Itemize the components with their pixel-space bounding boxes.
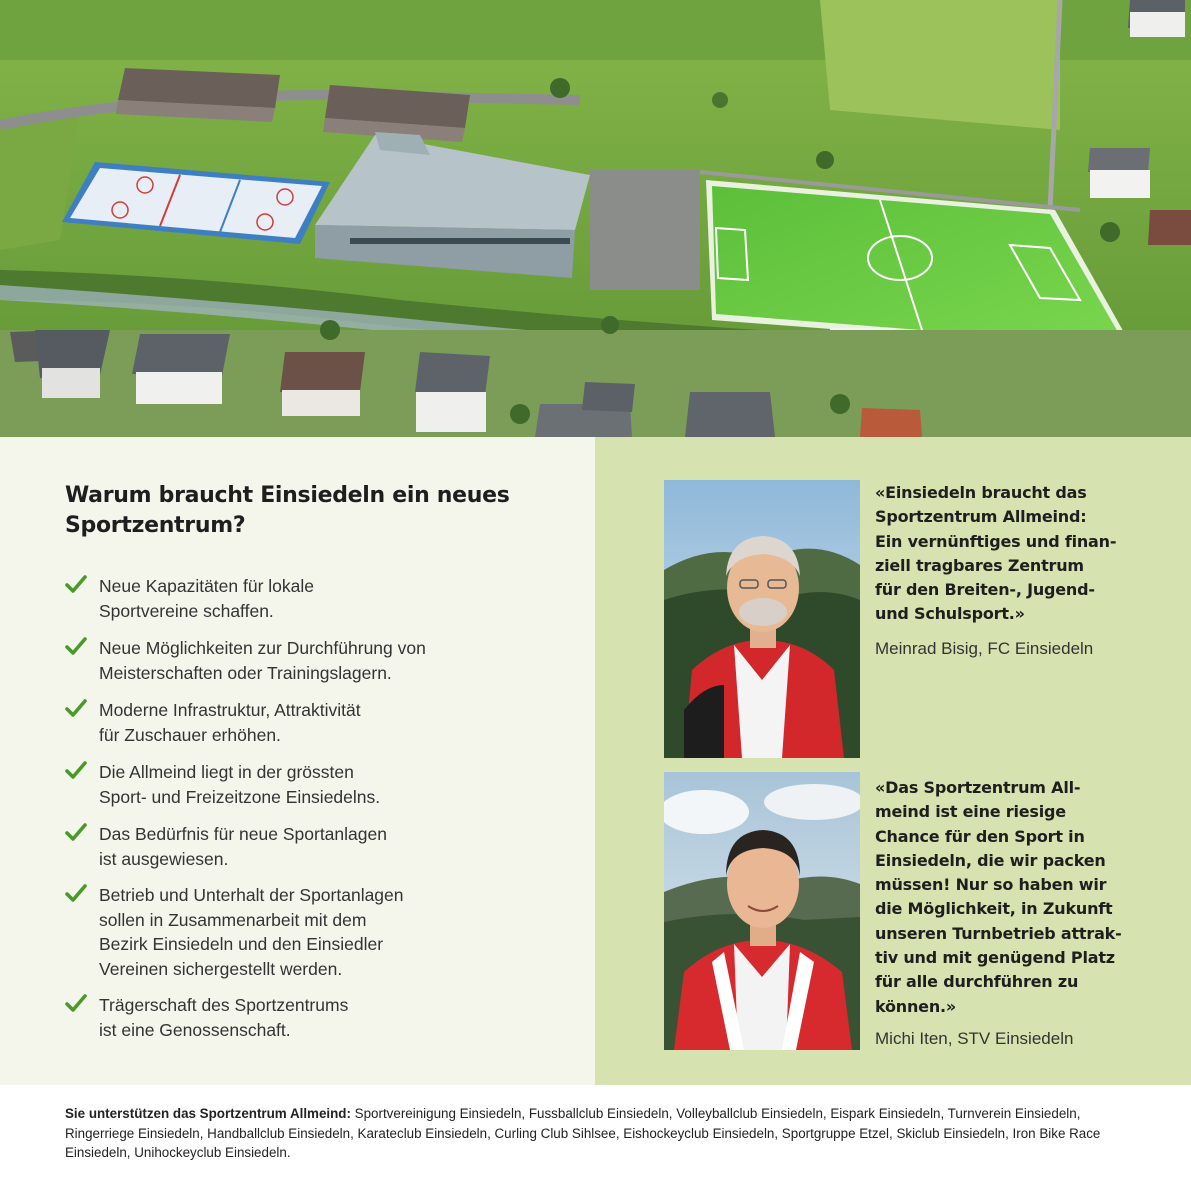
testimonial-author-1: Meinrad Bisig, FC Einsiedeln [875, 639, 1094, 658]
supporters-text [65, 1104, 1145, 1163]
supporters-list: Sportvereinigung Einsiedeln, Fussballclub Einsiedeln, Volleyballclub Einsiedeln, Eispark Einsiedeln, Turnverein Einsiedeln, Ringerriege Einsiedeln, Handballclub Einsiedeln, Karateclub Einsiedeln, Curling Club Sihlsee, Eishockeyclub Einsiedeln, Sportgruppe Etzel, Skiclub Einsiedeln, Iron Bike Race Einsiedeln, Unihockeyclub Einsiedeln. [65, 1106, 1101, 1161]
checkmark-icon [65, 993, 87, 1015]
list-item: Neue Kapazitäten für lokale Sportvereine schaffen. [65, 574, 535, 623]
testimonial-author-2: Michi Iten, STV Einsiedeln [875, 1029, 1074, 1048]
testimonials-panel [595, 437, 1191, 1085]
testimonial-quote-1: «Einsiedeln braucht das Sportzentrum Allmeind: Ein vernünftiges und finan- ziell tragbares Zentrum für den Breiten-, Jugend- und Schulsport.» [875, 483, 1117, 624]
checkmark-icon [65, 574, 87, 596]
reasons-panel [0, 437, 595, 1085]
aerial-photo [0, 0, 1191, 437]
list-item: Trägerschaft des Sportzentrums ist eine Genossenschaft. [65, 993, 535, 1042]
checkmark-icon [65, 883, 87, 905]
reasons-heading: Warum braucht Einsiedeln ein neues Sportzentrum? [65, 483, 510, 538]
testimonial-quote-2: «Das Sportzentrum All- meind ist eine riesige Chance für den Sport in Einsiedeln, die wir packen müssen! Nur so haben wir die Möglichkeit, in Zukunft unseren Turnbetrieb attrak- tiv und mit genügend Platz für alle durchführen zu können.» [875, 778, 1122, 1016]
reasons-list [65, 574, 535, 1042]
list-item: Die Allmeind liegt in der grössten Sport- und Freizeitzone Einsiedelns. [65, 760, 535, 809]
supporters-lead: Sie unterstützen das Sportzentrum Allmeind: [65, 1106, 351, 1121]
checkmark-icon [65, 698, 87, 720]
portrait-photo-michi-iten [664, 772, 860, 1050]
portrait-photo-meinrad-bisig [664, 480, 860, 758]
list-item: Das Bedürfnis für neue Sportanlagen ist ausgewiesen. [65, 822, 535, 871]
checkmark-icon [65, 636, 87, 658]
checkmark-icon [65, 822, 87, 844]
list-item: Betrieb und Unterhalt der Sportanlagen sollen in Zusammenarbeit mit dem Bezirk Einsiedeln und den Einsiedler Vereinen sichergestellt werden. [65, 883, 535, 981]
checkmark-icon [65, 760, 87, 782]
list-item: Neue Möglichkeiten zur Durchführung von Meisterschaften oder Trainingslagern. [65, 636, 535, 685]
list-item: Moderne Infrastruktur, Attraktivität für Zuschauer erhöhen. [65, 698, 535, 747]
